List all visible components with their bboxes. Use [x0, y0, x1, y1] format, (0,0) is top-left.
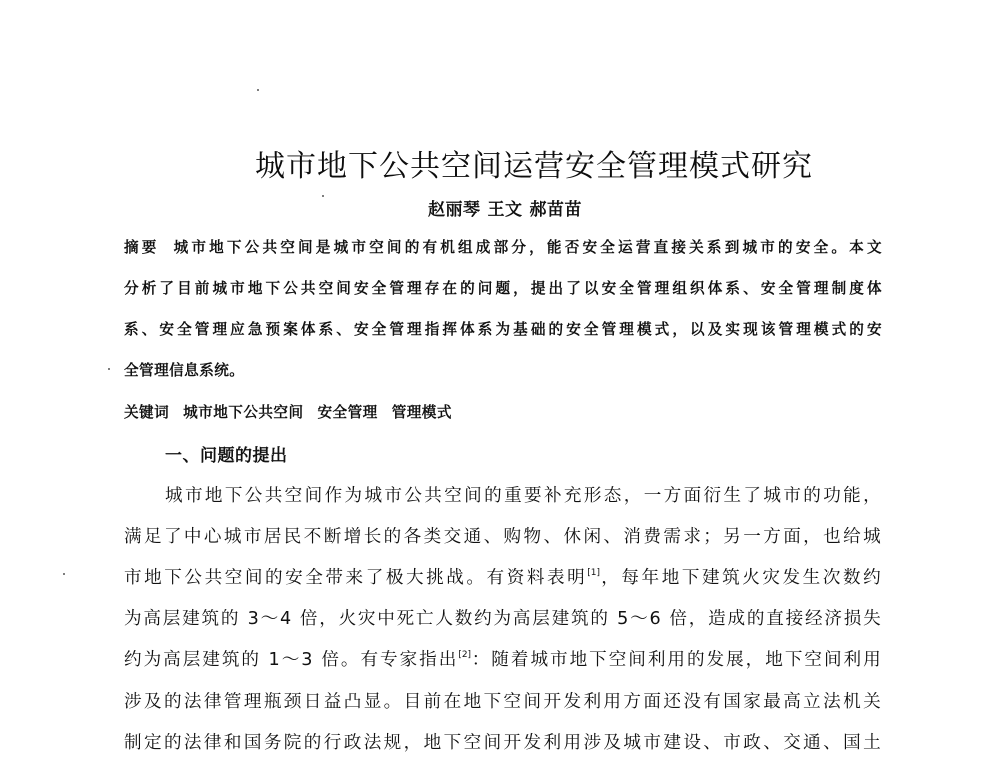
body-text: 市地下公共空间的安全带来了极大挑战。有资料表明 [124, 568, 588, 588]
abstract-line: 分析了目前城市地下公共空间安全管理存在的问题，提出了以安全管理组织体系、安全管理制度体 [124, 280, 882, 297]
scan-speck [257, 89, 259, 91]
keywords-label: 关键词 [124, 404, 170, 421]
scan-speck [63, 573, 65, 575]
body-line: 涉及的法律管理瓶颈日益凸显。目前在地下空间开发利用方面还没有国家最高立法机关 [124, 692, 882, 712]
author: 王文 [487, 200, 523, 220]
scan-speck [108, 368, 110, 370]
citation-ref[interactable]: [2] [458, 650, 472, 660]
body-text: ，每年地下建筑火灾发生次数约 [600, 568, 883, 588]
paper-title: 城市地下公共空间运营安全管理模式研究 [255, 149, 813, 184]
author-list [428, 195, 589, 220]
citation-ref[interactable]: [1] [587, 568, 601, 578]
author: 郝苗苗 [529, 200, 582, 220]
abstract-line [124, 236, 882, 257]
abstract-line: 全管理信息系统。 [124, 362, 245, 379]
section-heading: 一、问题的提出 [165, 446, 288, 466]
body-text: ：随着城市地下空间利用的发展，地下空间利用 [471, 650, 882, 670]
abstract-label: 摘要 [124, 239, 160, 256]
scan-speck [322, 195, 324, 197]
body-line: 满足了中心城市居民不断增长的各类交通、购物、休闲、消费需求；另一方面，也给城 [124, 527, 882, 547]
body-line: 为高层建筑的 3～4 倍，火灾中死亡人数约为高层建筑的 5～6 倍，造成的直接经济损失 [124, 609, 882, 629]
abstract-text: 城市地下公共空间是城市空间的有机组成部分，能否安全运营直接关系到城市的安全。本文 [173, 239, 882, 256]
body-line [124, 646, 882, 671]
body-text: 约为高层建筑的 1～3 倍。有专家指出 [124, 650, 459, 670]
body-line [124, 564, 882, 589]
keyword: 城市地下公共空间 [183, 404, 304, 421]
abstract-line: 系、安全管理应急预案体系、安全管理指挥体系为基础的安全管理模式，以及实现该管理模式的安 [124, 321, 882, 338]
author: 赵丽琴 [428, 200, 481, 220]
body-line: 城市地下公共空间作为城市公共空间的重要补充形态，一方面衍生了城市的功能， [165, 486, 882, 506]
keyword: 管理模式 [391, 404, 452, 421]
body-line: 制定的法律和国务院的行政法规，地下空间开发利用涉及城市建设、市政、交通、国土 [124, 733, 882, 753]
keywords-line [124, 401, 882, 422]
keyword: 安全管理 [317, 404, 378, 421]
